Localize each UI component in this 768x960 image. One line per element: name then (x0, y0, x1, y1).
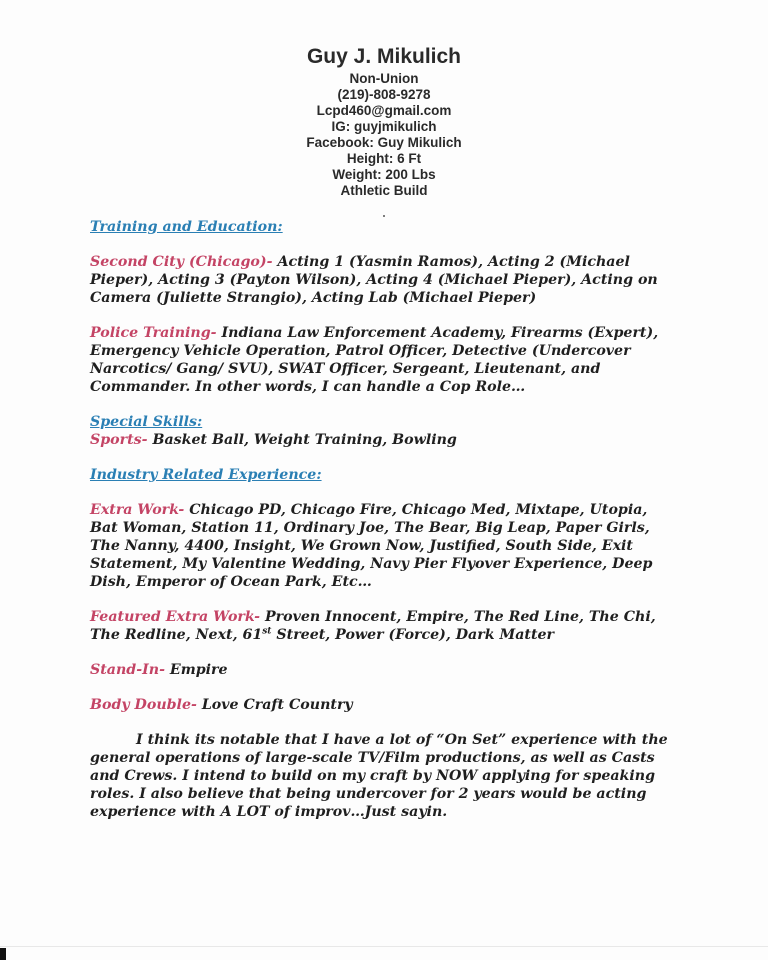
facebook-handle: Facebook: Guy Mikulich (306, 135, 462, 150)
phone-number: (219)-808-9278 (337, 87, 431, 102)
extra-work-text: Chicago PD, Chicago Fire, Chicago Med, Mixtape, Utopia, Bat Woman, Station 11, Ordinary Joe, The Bear, Big Leap, Paper Girls, The Nanny, 4400, Insight, We Grown Now, Justified, South Side, Exit Statement, My Valentine Wedding, Navy Pier Flyover Experience, Deep Dish, Emperor of Ocean Park, Etc… (90, 502, 653, 590)
industry-heading: Industry Related Experience: (90, 467, 322, 483)
stand-in-text: Empire (164, 662, 228, 678)
featured-extra-text: Proven Innocent, Empire, The Red Line, The Chi, The Redline, Next, 61 (90, 609, 656, 643)
police-training-text: Indiana Law Enforcement Academy, Firearms (Expert), Emergency Vehicle Operation, Patrol Officer, Detective (Undercover Narcotics/ Gang/ SVU), SWAT Officer, Sergeant, Lieutenant, and Commander. In other words, I can handle a Cop Role… (90, 325, 659, 395)
scan-speck (383, 215, 385, 217)
featured-extra-label: Featured Extra Work- (90, 609, 261, 625)
stand-in-label: Stand-In- (90, 662, 165, 678)
sports-label: Sports- (90, 432, 148, 448)
contact-header (0, 44, 768, 199)
scan-corner-mark (0, 948, 6, 960)
email-address: Lcpd460@gmail.com (316, 103, 452, 118)
sports-entry (90, 431, 680, 449)
body-double-text: Love Craft Country (196, 697, 353, 713)
featured-extra-text-end: Street, Power (Force), Dark Matter (271, 627, 555, 643)
scan-edge (0, 946, 768, 947)
police-training-label: Police Training- (90, 325, 217, 341)
body-double-label: Body Double- (90, 697, 197, 713)
actor-name: Guy J. Mikulich (306, 45, 462, 68)
weight-stat: Weight: 200 Lbs (332, 167, 436, 182)
special-skills-heading: Special Skills: (90, 414, 203, 430)
sports-text: Basket Ball, Weight Training, Bowling (147, 432, 457, 448)
extra-work-entry (90, 501, 680, 591)
ordinal-suffix: st (262, 626, 272, 637)
union-status: Non-Union (349, 71, 419, 86)
body-double-entry (90, 696, 680, 714)
extra-work-label: Extra Work- (90, 502, 185, 518)
stand-in-entry (90, 661, 680, 679)
resume-body (90, 218, 680, 821)
build-stat: Athletic Build (340, 183, 428, 198)
height-stat: Height: 6 Ft (346, 151, 422, 166)
second-city-label: Second City (Chicago)- (90, 254, 273, 270)
closing-statement: I think its notable that I have a lot of “On Set” experience with the general operations of large-scale TV/Film productions, as well as Casts and Crews. I intend to build on my craft by NOW applying for speaking roles. I also believe that being undercover for 2 years would be acting experience with A LOT of improv…Just sayin. (90, 732, 668, 820)
police-training-entry (90, 324, 680, 396)
second-city-text: Acting 1 (Yasmin Ramos), Acting 2 (Michael Pieper), Acting 3 (Payton Wilson), Acting 4 (Michael Pieper), Acting on Camera (Juliette Strangio), Acting Lab (Michael Pieper) (90, 254, 658, 306)
training-heading: Training and Education: (90, 219, 283, 235)
instagram-handle: IG: guyjmikulich (331, 119, 437, 134)
second-city-entry (90, 253, 680, 307)
featured-extra-entry (90, 608, 680, 644)
